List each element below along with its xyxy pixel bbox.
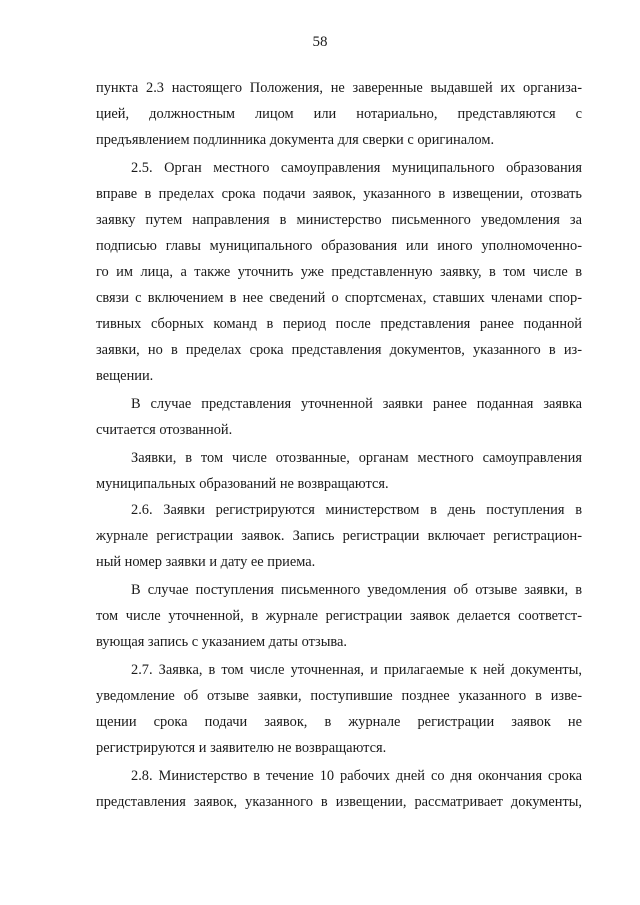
text-line: щении срока подачи заявок, в журнале регистрации заявок не [96, 714, 582, 730]
page-number: 58 [312, 34, 328, 50]
text-line: Заявки, в том числе отозванные, органам местного самоуправления [131, 450, 582, 466]
text-line: регистрируются и заявителю не возвращаются. [96, 740, 387, 756]
text-line: заявку путем направления в министерство письменного уведомления за [96, 212, 582, 228]
text-line: 2.5. Орган местного самоуправления муниципального образования [131, 160, 582, 176]
text-line: В случае представления уточненной заявки ранее поданная заявка [131, 396, 582, 412]
text-line: муниципальных образований не возвращаются. [96, 476, 389, 492]
text-line: В случае поступления письменного уведомления об отзыве заявки, в [131, 582, 582, 598]
text-line: вещении. [96, 368, 154, 384]
text-line: том числе уточненной, в журнале регистрации заявок делается соответст- [96, 608, 582, 624]
text-line: связи с включением в нее сведений о спортсменах, ставших членами спор- [96, 290, 582, 306]
text-line: цией, должностным лицом или нотариально, представляются с [96, 106, 582, 122]
text-line: заявки, но в пределах срока представления документов, указанного в из- [96, 342, 582, 358]
text-line: пункта 2.3 настоящего Положения, не заверенные выдавшей их организа- [96, 80, 582, 96]
text-line: подписью главы муниципального образования или иного уполномоченно- [96, 238, 582, 254]
text-line: тивных сборных команд в период после представления ранее поданной [96, 316, 582, 332]
text-line: 2.6. Заявки регистрируются министерством в день поступления в [131, 502, 582, 518]
text-line: ный номер заявки и дату ее приема. [96, 554, 316, 570]
text-line: считается отозванной. [96, 422, 233, 438]
text-line: предъявлением подлинника документа для сверки с оригиналом. [96, 132, 495, 148]
text-line: вующая запись с указанием даты отзыва. [96, 634, 347, 650]
text-line: представления заявок, указанного в извещении, рассматривает документы, [96, 794, 582, 810]
text-line: го им лица, а также уточнить уже представленную заявку, в том числе в [96, 264, 582, 280]
text-line: 2.8. Министерство в течение 10 рабочих дней со дня окончания срока [131, 768, 582, 784]
text-line: вправе в пределах срока подачи заявок, указанного в извещении, отозвать [96, 186, 582, 202]
text-line: уведомление об отзыве заявки, поступившие позднее указанного в изве- [96, 688, 582, 704]
text-line: 2.7. Заявка, в том числе уточненная, и прилагаемые к ней документы, [131, 662, 582, 678]
text-line: журнале регистрации заявок. Запись регистрации включает регистрацион- [96, 528, 582, 544]
